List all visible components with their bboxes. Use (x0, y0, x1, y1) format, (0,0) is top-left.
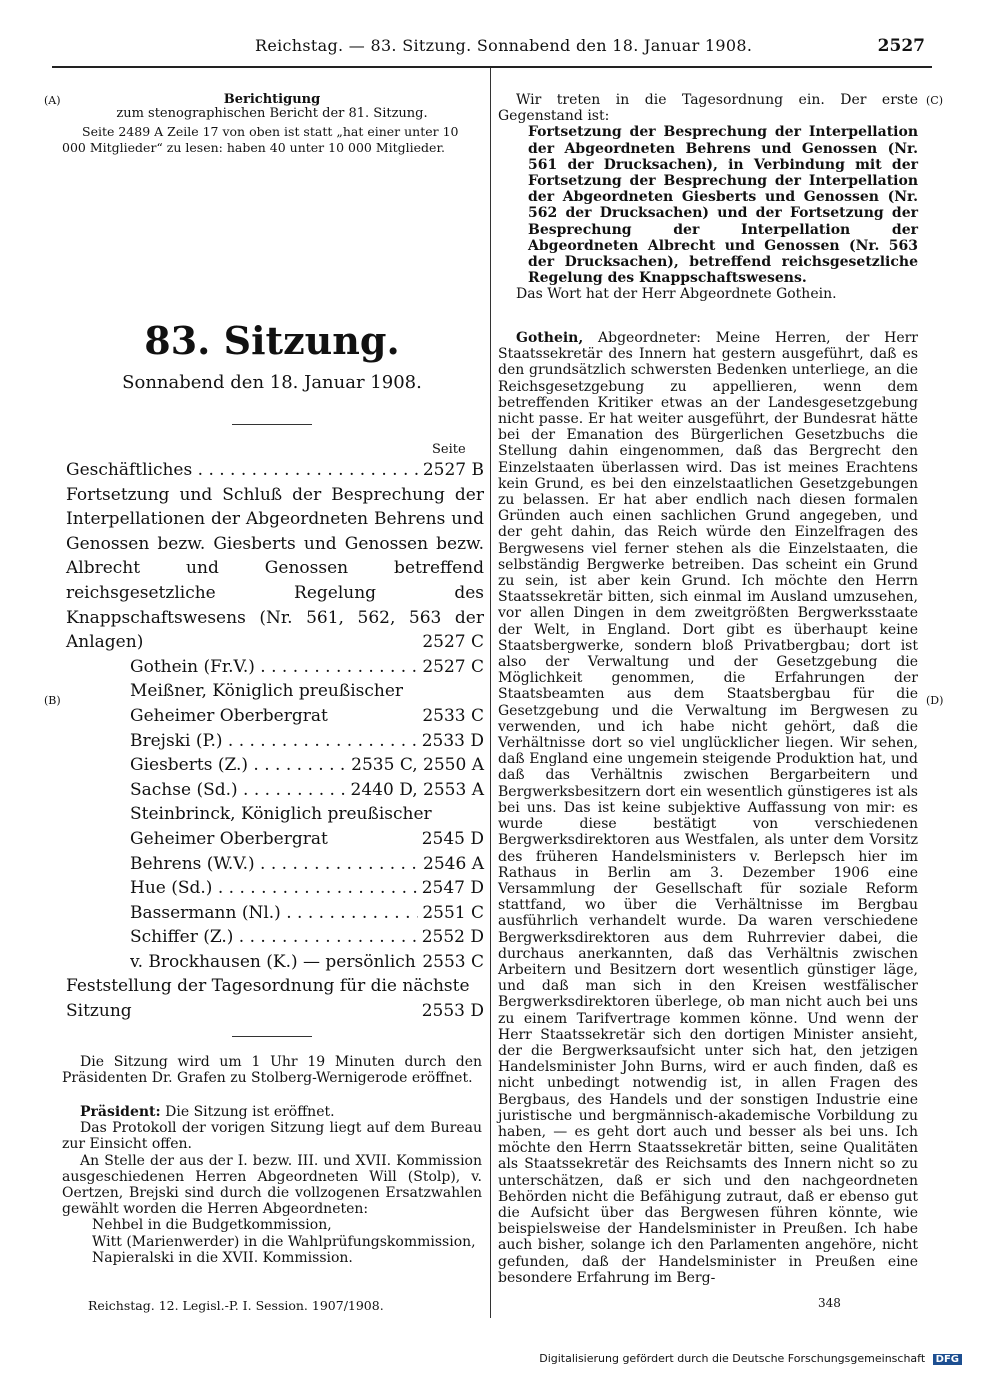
toc-entry-pages: 2527 C (422, 632, 484, 653)
toc-entry (66, 950, 484, 975)
toc-entry (66, 802, 484, 851)
toc-entry-pages: 2551 C (422, 902, 484, 923)
president-section (62, 1104, 482, 1266)
toc-entry (66, 925, 484, 950)
berichtigung-subtitle: zum stenographischen Bericht der 81. Sitzung. (116, 106, 428, 121)
dfg-logo: DFG (933, 1354, 962, 1365)
toc-entry-label: v. Brockhausen (K.) — persönlich . . . (130, 950, 418, 975)
toc-entry-label: Giesberts (Z.) . . . (130, 753, 347, 778)
president-speaker: Präsident: (80, 1104, 161, 1120)
header-text: Reichstag. — 83. Sitzung. Sonnabend den 18. Januar 1908. (255, 36, 753, 55)
toc-entry-label: Feststellung der Tagesordnung für die nächste Sitzung (66, 976, 470, 1022)
margin-mark-c: (C) (926, 94, 943, 107)
toc-entry-label: Bassermann (Nl.) . . . (130, 901, 418, 926)
separator-rule (232, 1036, 312, 1037)
toc-entry (66, 655, 484, 680)
session-title: 83. Sitzung. (144, 318, 400, 363)
member-line: Witt (Marienwerder) in die Wahlprüfungskommission, (92, 1233, 476, 1250)
member-line: Nehbel in die Budgetkommission, (92, 1217, 332, 1234)
toc-entry-label: Hue (Sd.) . . . (130, 876, 418, 901)
margin-mark-d: (D) (926, 694, 944, 707)
toc-entry (66, 876, 484, 901)
president-line: An Stelle der aus der I. bezw. III. und XVII. Kommission ausgeschiedenen Herren Abgeordneten Will (Stolp), v. Oertzen, Brejski sind durch die vollzogenen Ersatzwahlen gewählt worden die Herren Abgeordneten: (62, 1152, 482, 1218)
toc-entry-label: Geschäftliches . . . (66, 458, 419, 483)
agenda-section (498, 92, 918, 303)
toc-entry-label: Steinbrinck, Königlich preußischer Geheimer Oberbergrat (130, 804, 432, 849)
toc-entry-pages: 2535 C, 2550 A (351, 755, 484, 776)
toc-entry (66, 974, 484, 1023)
toc-entry-label: Meißner, Königlich preußischer Geheimer Oberbergrat (130, 681, 404, 726)
digitization-text: Digitalisierung gefördert durch die Deutsche Forschungsgemeinschaft (539, 1352, 926, 1365)
header-rule (52, 66, 932, 68)
toc-entry (66, 679, 484, 728)
toc-entry (66, 458, 484, 483)
president-line: Die Sitzung ist eröffnet. (165, 1104, 335, 1120)
separator-rule (232, 424, 312, 425)
toc-entry (66, 729, 484, 754)
toc-entry-pages: 2553 C (422, 951, 484, 972)
toc-entry-pages: 2527 B (422, 460, 484, 480)
agenda-item: Fortsetzung der Besprechung der Interpellation der Abgeordneten Behrens und Genossen (Nr. 561 der Drucksachen), in Verbindung mit der Fortsetzung der Besprechung der Interpellation der Abgeordneten Giesberts und Genossen (Nr. 562 der Drucksachen) und der Fortsetzung der Besprechung der Interpellation der Abgeordneten Albrecht und Genossen (Nr. 563 der Drucksachen), betreffend reichsgesetzliche Regelung des Knappschaftswesens. (528, 124, 918, 287)
sheet-number: 348 (818, 1296, 841, 1310)
member-line: Napieralski in die XVII. Kommission. (92, 1249, 353, 1266)
opening-paragraph (62, 1054, 482, 1086)
toc-entry-label: Schiffer (Z.) . . . (130, 925, 418, 950)
speech-speaker: Gothein, (516, 330, 584, 346)
gothein-speech (498, 330, 918, 1286)
toc-entry-pages: 2553 D (421, 1001, 484, 1022)
toc-entry-pages: 2440 D, 2553 A (350, 779, 484, 800)
toc-entry (66, 778, 484, 803)
toc-entry-label: Gothein (Fr.V.) . . . (130, 655, 418, 680)
running-header (255, 36, 925, 55)
agenda-intro: Wir treten in die Tagesordnung ein. Der erste Gegenstand ist: (498, 92, 918, 125)
toc-entry (66, 753, 484, 778)
berichtigung-body: Seite 2489 A Zeile 17 von oben ist statt „hat einer unter 10 000 Mitglieder“ zu lesen: haben 40 unter 10 000 Mitglieder. (62, 124, 459, 155)
column-divider (490, 68, 491, 1318)
toc-entry (66, 483, 484, 655)
toc-entry-label: Fortsetzung und Schluß der Besprechung der Interpellationen der Abgeordneten Behrens und Genossen bezw. Giesberts und Genossen bezw. Albrecht und Genossen betreffend reichsgesetzliche Regelung des Knappschaftswesens (Nr. 561, 562, 563 der Anlagen) (66, 484, 484, 653)
berichtigung-title: Berichtigung (223, 92, 321, 107)
page-footer: Reichstag. 12. Legisl.-P. I. Session. 1907/1908. (88, 1298, 384, 1313)
margin-mark-a: (A) (44, 94, 61, 107)
toc-entry (66, 901, 484, 926)
table-of-contents (66, 458, 484, 1024)
toc-entry (66, 852, 484, 877)
toc-entry-label: Sachse (Sd.) . . . (130, 778, 347, 803)
toc-entry-pages: 2533 D (421, 730, 484, 751)
toc-entry-pages: 2533 C (422, 705, 484, 726)
digitization-note (539, 1352, 962, 1365)
toc-seite-label: Seite (432, 442, 466, 457)
toc-entry-pages: 2547 D (421, 878, 484, 899)
speech-text: Abgeordneter: Meine Herren, der Herr Staatssekretär des Innern hat gestern ausgeführt, daß es den grundsätzlich schwersten Bedenken unterliege, an die Reichsgesetzgebung zu appellieren, wenn dem betreffenden Kritiker etwas an der Landesgesetzgebung nicht passe. Er hat weiter ausgeführt, der Bundesrat hätte bei der Emanation des Bürgerlichen Gesetzbuchs die Stellung dahin eingenommen, daß das Bergrecht den Einzelstaaten überlassen wird. Das ist meines Erachtens kein Grund, es bei den einzelstaatlichen Gesetzgebungen zu belassen. Er hat aber endlich nach diesen formalen Gründen auch einen sachlichen Grund angegeben, und der geht dahin, das Reich würde den Einzelfragen des Bergwesens viel ferner stehen als die Einzelstaaten, die selbständig Bergwerke betreiben. Das scheint ein Grund zu sein, ist aber kein Grund. Ich möchte den Herrn Staatssekretär bitten, sich einmal im Ausland umzusehen, vor allen Dingen in dem zweitgrößten Bergwerksstaate der Welt, in England. Dort gibt es überhaupt keine Staatsbergwerke, sondern bloß Privatbergbau; dort ist also der Verwaltung und der Gesetzgebung die Möglichkeit genommen, die Erfahrungen der Staatsbeamten aus dem Staatsbergbau für die Gesetzgebung und die Verwaltung im Bergwesen zu verwenden, und ich habe nicht gehört, daß die Verhältnisse dort so viel unglücklicher liegen. Wir sehen, daß England eine ungemein steigende Produktion hat, und daß das Verhältnis zwischen Bergarbeitern und Bergwerksbesitzern dort ein wesentlich günstigeres ist als bei uns. Das ist keine subjektive Auffassung von mir: es wurde diese bestätigt von verschiedenen Bergwerksdirektoren aus Westfalen, als unter dem Vorsitz des früheren Handelsministers v. Berlepsch hier im Rathaus in Berlin am 3. Dezember 1906 eine Versammlung der Gesellschaft für soziale Reform stattfand, wo über die Verhältnisse im Bergbau ausführlich verhandelt wurde. Da waren verschiedene Bergwerksdirektoren aus dem Ruhrrevier dabei, die durchaus anerkannten, daß das Verhältnis zwischen Arbeitern und Besitzern dort wesentlich günstiger läge, und daß man sich in den Kreisen westfälischer Bergwerksdirektoren überlege, ob man nicht auch bei uns zu einem Tarifvertrage kommen könne. Und wenn der Herr Staatssekretär sich den dortigen Minister ansieht, der die Bergwerksaufsicht unter sich hat, den jetzigen Handelsminister John Burns, wird er auch finden, daß es nicht unbedingt notwendig ist, in allen Fragen des Bergbaus, des Handels und der sonstigen Industrie eine juristische und bergmännisch-akademische Vorbildung zu haben, — es geht dort auch und besser als bei uns. Ich möchte den Herrn Staatssekretär bitten, seine Qualitäten als Staatssekretär des Reichsamts des Innern nicht so zu unterschätzen, daß er sich und den nachgeordneten Behörden nicht die Befähigung zutraut, daß er ebenso gut die Aufsicht über das Bergwesen führen könnte, wie beispielsweise der Handelsminister in Preußen. Ich habe auch bisher, solange ich den Parlamenten angehöre, nicht gefunden, daß der Handelsminister in Preußen eine besondere Erfahrung im Berg- (498, 330, 918, 1286)
toc-entry-label: Behrens (W.V.) . . . (130, 852, 419, 877)
opening-text: Die Sitzung wird um 1 Uhr 19 Minuten durch den Präsidenten Dr. Grafen zu Stolberg-Wernigerode eröffnet. (62, 1054, 482, 1087)
toc-entry-pages: 2527 C (422, 656, 484, 677)
toc-entry-pages: 2552 D (421, 927, 484, 948)
toc-entry-label: Brejski (P.) . . . (130, 729, 418, 754)
toc-entry-pages: 2546 A (423, 853, 484, 874)
president-line: Das Protokoll der vorigen Sitzung liegt auf dem Bureau zur Einsicht offen. (62, 1120, 482, 1153)
session-date: Sonnabend den 18. Januar 1908. (122, 372, 422, 393)
page-number: 2527 (877, 36, 925, 56)
toc-entry-pages: 2545 D (421, 828, 484, 849)
margin-mark-b: (B) (44, 694, 61, 707)
floor-given: Das Wort hat der Herr Abgeordnete Gothein. (516, 286, 837, 303)
